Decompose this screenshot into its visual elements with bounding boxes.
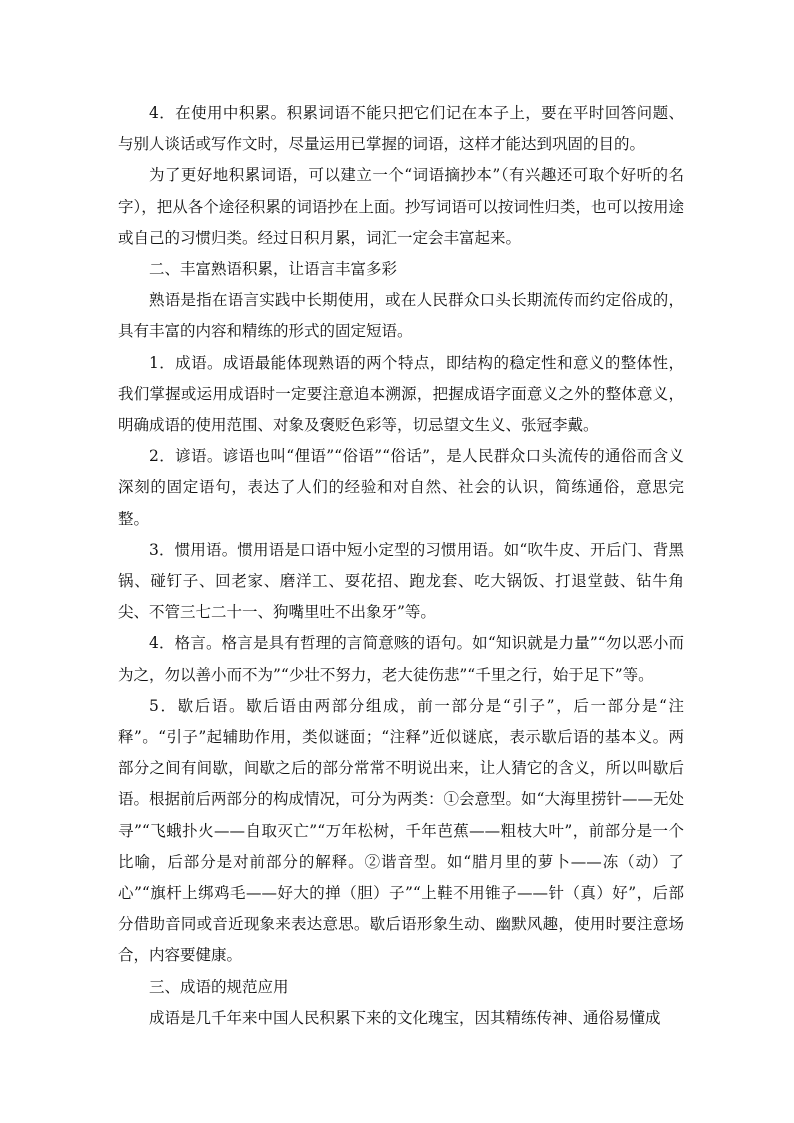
paragraph-idiom-treasure: 成语是几千年来中国人民积累下来的文化瑰宝，因其精练传神、通俗易懂成 (149, 1008, 661, 1027)
paragraph-word-notebook: 为了更好地积累词语，可以建立一个“词语摘抄本”（有兴趣还可取个好听的名字），把从各个途径积累的词语抄在上面。抄写词语可以按词性归类，也可以按用途或自己的习惯归类。经过日积月累，词汇一定会丰富起来。 (118, 166, 684, 247)
paragraph-proverbs: 2．谚语。谚语也叫“俚语”“俗语”“俗话”，是人民群众口头流传的通俗而含义深刻的固定语句，表达了人们的经验和对自然、社会的认识，简练通俗，意思完整。 (118, 447, 684, 528)
paragraph-idiom-definition: 熟语是指在语言实践中长期使用，或在人民群众口头长期流传而约定俗成的，具有丰富的内容和精练的形式的固定短语。 (118, 291, 684, 341)
document-page (118, 98, 684, 1034)
section-heading-idioms: 二、丰富熟语积累，让语言丰富多彩 (149, 260, 398, 279)
paragraph-xiehouyu: 5．歇后语。歇后语由两部分组成，前一部分是“引子”，后一部分是“注释”。“引子”起辅助作用，类似谜面；“注释”近似谜底，表示歇后语的基本义。两部分之间有间歇，间歇之后的部分常常不明说出来，让人猜它的含义，所以叫歇后语。根据前后两部分的构成情况，可分为两类：①会意型。如“大海里捞针——无处寻”“飞蛾扑火——自取灭亡”“万年松树，千年芭蕉——粗枝大叶”，前部分是一个比喻，后部分是对前部分的解释。②谐音型。如“腊月里的萝卜——冻（动）了心”“旗杆上绑鸡毛——好大的掸（胆）子”“上鞋不用锥子——针（真）好”，后部分借助音同或音近现象来表达意思。歇后语形象生动、幽默风趣，使用时要注意场合，内容要健康。 (118, 696, 684, 965)
paragraph-colloquialisms: 3．惯用语。惯用语是口语中短小定型的习惯用语。如“吹牛皮、开后门、背黑锅、碰钉子、回老家、磨洋工、耍花招、跑龙套、吃大锅饭、打退堂鼓、钻牛角尖、不管三七二十一、狗嘴里吐不出象牙”等。 (118, 540, 684, 622)
paragraph-accumulate-in-use: 4．在使用中积累。积累词语不能只把它们记在本子上，要在平时回答问题、与别人谈话或写作文时，尽量运用已掌握的词语，这样才能达到巩固的目的。 (118, 104, 684, 154)
paragraph-maxims: 4．格言。格言是具有哲理的言简意赅的语句。如“知识就是力量”“勿以恶小而为之，勿以善小而不为”“少壮不努力，老大徒伤悲”“千里之行，始于足下”等。 (118, 634, 684, 684)
section-heading-idiom-usage: 三、成语的规范应用 (149, 977, 289, 996)
paragraph-chengyu: 1．成语。成语最能体现熟语的两个特点，即结构的稳定性和意义的整体性，我们掌握或运用成语时一定要注意追本溯源，把握成语字面意义之外的整体意义，明确成语的使用范围、对象及褒贬色彩等，切忌望文生义、张冠李戴。 (118, 353, 684, 435)
